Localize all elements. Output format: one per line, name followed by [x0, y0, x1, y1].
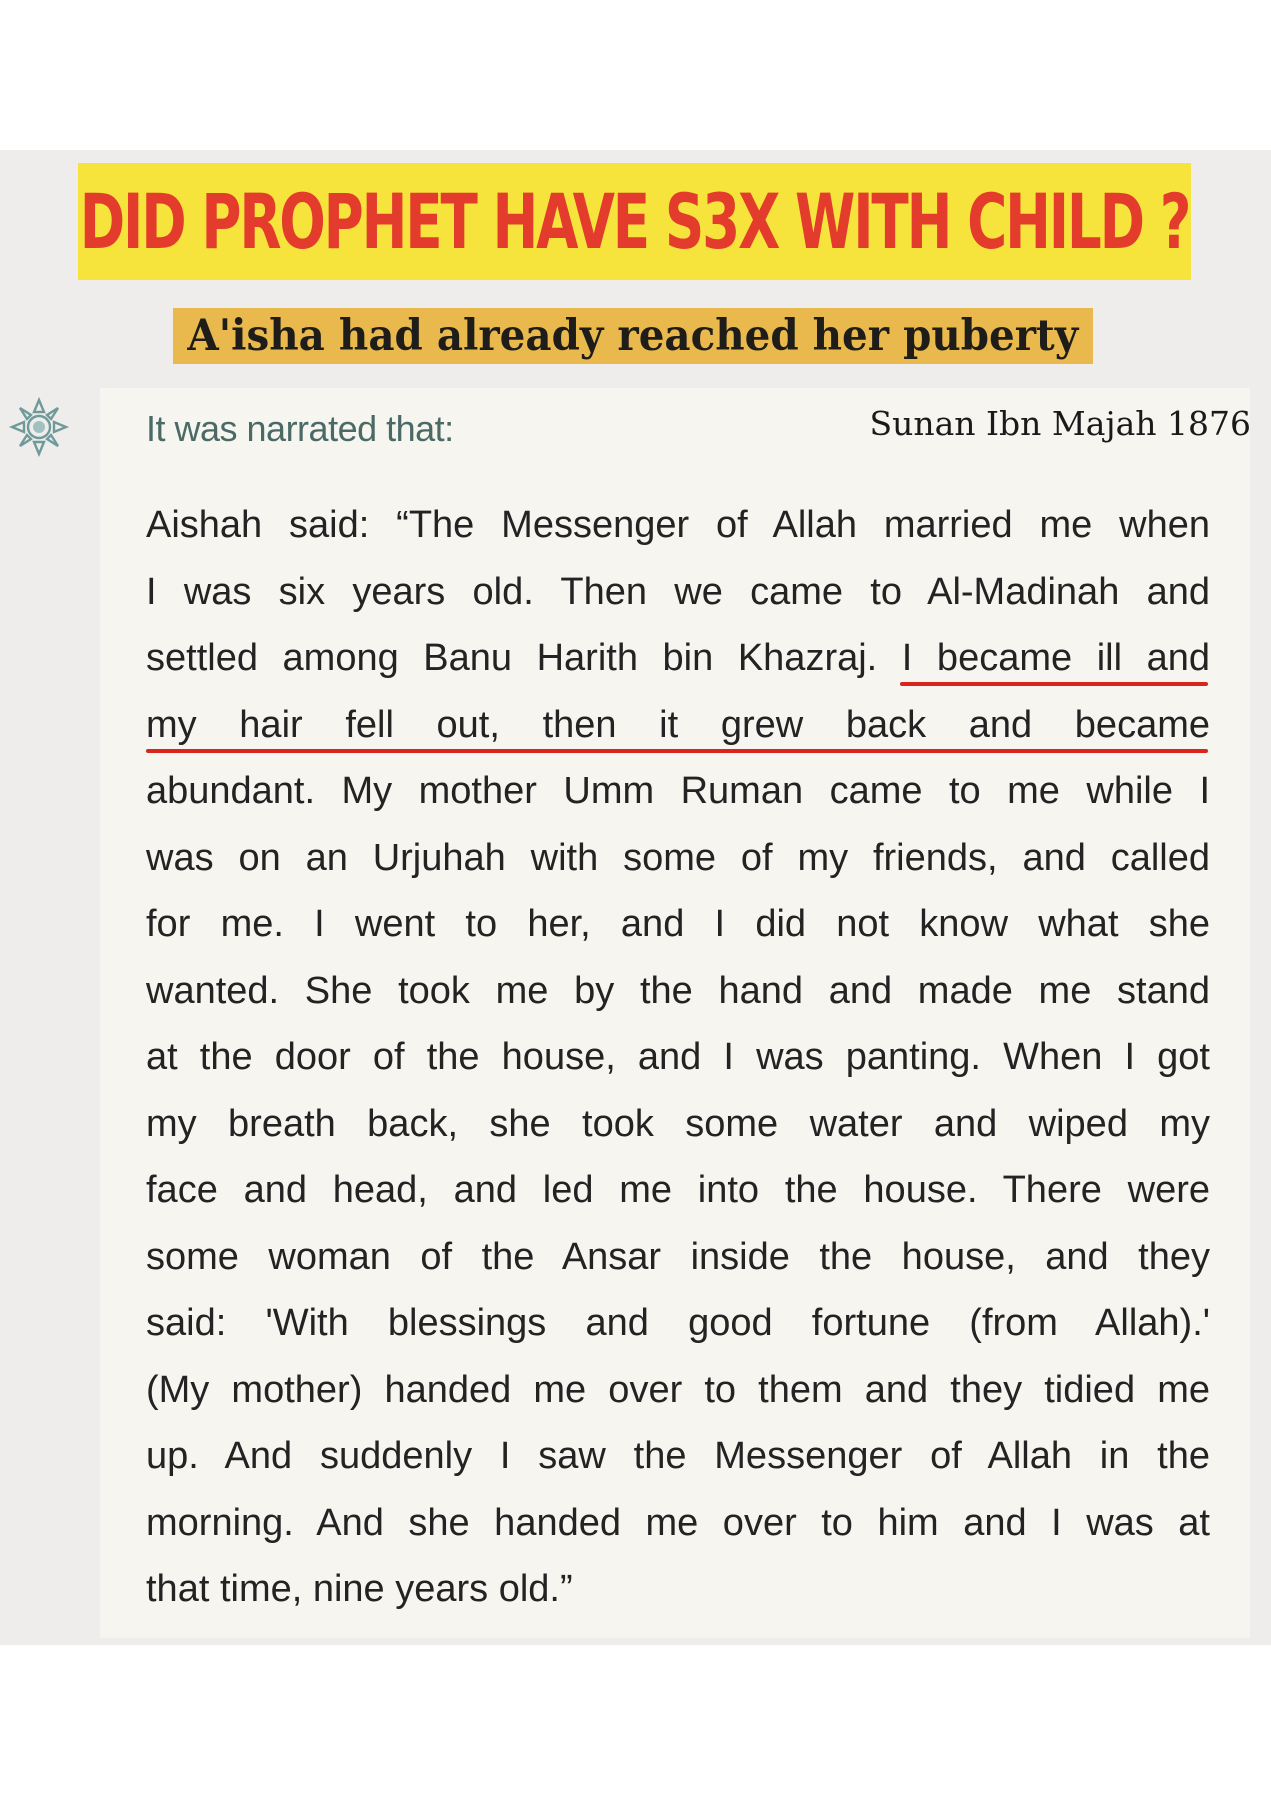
- hadith-line: at the door of the house, and I was panting. When I got: [146, 1036, 1210, 1078]
- highlight-underline: [900, 682, 1208, 686]
- hadith-line: said: 'With blessings and good fortune (from Allah).': [146, 1302, 1210, 1344]
- hadith-line: face and head, and led me into the house. There were: [146, 1169, 1210, 1211]
- page-title: DID PROPHET HAVE S3X WITH CHILD ?: [79, 177, 1190, 266]
- hadith-line: was on an Urjuhah with some of my friends, and called: [146, 836, 1210, 879]
- hadith-line: Aishah said: “The Messenger of Allah married me when: [146, 504, 1210, 546]
- hadith-line: wanted. She took me by the hand and made me stand: [146, 969, 1210, 1012]
- hadith-line: my hair fell out, then it grew back and became: [146, 703, 1210, 746]
- hadith-line: for me. I went to her, and I did not know what she: [146, 903, 1210, 945]
- hadith-line: abundant. My mother Umm Ruman came to me while I: [146, 770, 1210, 812]
- flower-ornament-icon: [8, 396, 70, 458]
- hadith-line: that time, nine years old.”: [146, 1568, 573, 1610]
- hadith-line: my breath back, she took some water and wiped my: [146, 1102, 1210, 1145]
- hadith-line: some woman of the Ansar inside the house, and they: [146, 1235, 1210, 1278]
- highlight-underline: [146, 749, 1208, 753]
- hadith-line: up. And suddenly I saw the Messenger of Allah in the: [146, 1435, 1210, 1477]
- hadith-line: I was six years old. Then we came to Al-Madinah and: [146, 570, 1210, 613]
- hadith-line: (My mother) handed me over to them and they tidied me: [146, 1368, 1210, 1411]
- hadith-text: [146, 492, 1210, 1623]
- hadith-line: morning. And she handed me over to him and I was at: [146, 1501, 1210, 1544]
- subtitle-banner: [173, 308, 1093, 364]
- subtitle: A'isha had already reached her puberty: [187, 311, 1079, 361]
- title-banner: [78, 163, 1191, 280]
- hadith-line: settled among Banu Harith bin Khazraj. I became ill and: [146, 637, 1210, 679]
- narrated-label: It was narrated that:: [146, 408, 454, 449]
- source-reference: Sunan Ibn Majah 1876: [869, 404, 1251, 443]
